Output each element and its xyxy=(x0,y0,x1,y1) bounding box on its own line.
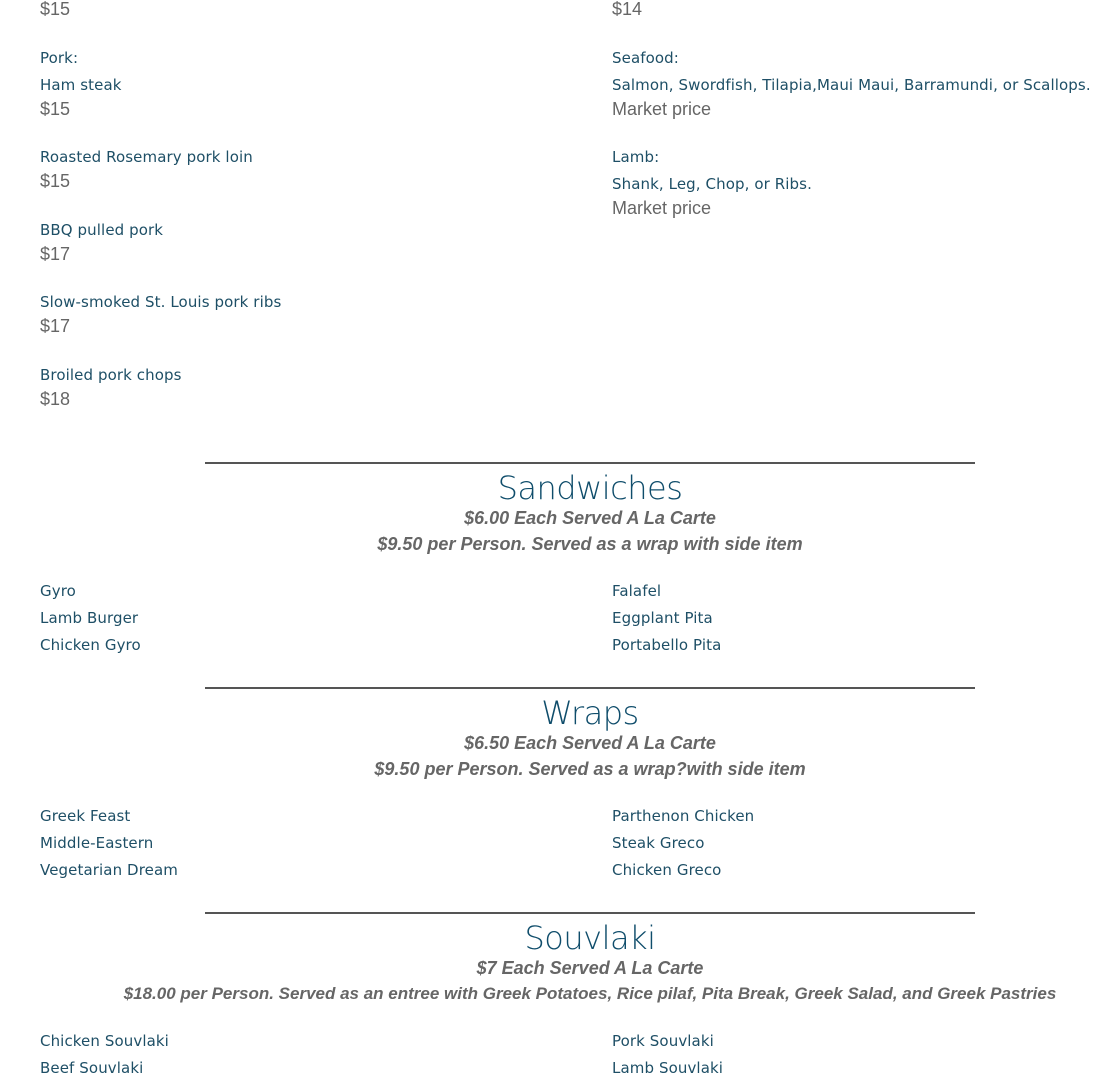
menu-item: Vegetarian Dream xyxy=(40,861,178,879)
price: $14 xyxy=(612,0,643,19)
section-subtitle: $18.00 per Person. Served as an entree with Greek Potatoes, Rice pilaf, Pita Break, Greek Salad, and Greek Pastries xyxy=(123,984,1057,1003)
menu-item: Portabello Pita xyxy=(612,636,722,654)
category-label-seafood: Seafood: xyxy=(612,49,679,67)
section-subtitle: $7 Each Served A La Carte xyxy=(476,958,704,978)
price: Market price xyxy=(612,99,712,119)
section-subtitle: $6.50 Each Served A La Carte xyxy=(464,733,716,753)
menu-item: Lamb Burger xyxy=(40,609,139,627)
section-title-souvlaki: Souvlaki xyxy=(524,919,656,957)
price: $18 xyxy=(40,389,71,409)
menu-item: Falafel xyxy=(612,582,662,600)
section-divider xyxy=(205,462,975,464)
menu-item: Beef Souvlaki xyxy=(40,1059,144,1077)
price: $17 xyxy=(40,316,71,336)
category-label-pork: Pork: xyxy=(40,49,79,67)
category-label-lamb: Lamb: xyxy=(612,148,660,166)
price: $17 xyxy=(40,244,71,264)
price: $15 xyxy=(40,171,71,191)
menu-item: Ham steak xyxy=(40,76,122,94)
menu-item: Greek Feast xyxy=(40,807,131,825)
menu-item: Roasted Rosemary pork loin xyxy=(40,148,253,166)
price: $15 xyxy=(40,99,71,119)
price: $15 xyxy=(40,0,71,19)
price: Market price xyxy=(612,198,712,218)
section-divider xyxy=(205,912,975,914)
menu-item: Salmon, Swordfish, Tilapia,Maui Maui, Barramundi, or Scallops. xyxy=(612,76,1091,94)
menu-item: Eggplant Pita xyxy=(612,609,713,627)
section-title-wraps: Wraps xyxy=(541,694,639,732)
menu-item: Pork Souvlaki xyxy=(612,1032,714,1050)
menu-item: Shank, Leg, Chop, or Ribs. xyxy=(612,175,812,193)
section-divider xyxy=(205,687,975,689)
menu-item: Lamb Souvlaki xyxy=(612,1059,724,1077)
menu-item: Chicken Greco xyxy=(612,861,722,879)
section-subtitle: $6.00 Each Served A La Carte xyxy=(464,508,716,528)
section-subtitle: $9.50 per Person. Served as a wrap with side item xyxy=(377,534,803,554)
menu-item: Middle-Eastern xyxy=(40,834,154,852)
menu-item: Chicken Souvlaki xyxy=(40,1032,169,1050)
section-title-sandwiches: Sandwiches xyxy=(497,469,683,507)
section-subtitle: $9.50 per Person. Served as a wrap?with side item xyxy=(374,759,806,779)
menu-item: BBQ pulled pork xyxy=(40,221,164,239)
menu-item: Gyro xyxy=(40,582,76,600)
menu-item: Parthenon Chicken xyxy=(612,807,755,825)
menu-item: Slow-smoked St. Louis pork ribs xyxy=(40,293,282,311)
menu-item: Chicken Gyro xyxy=(40,636,141,654)
menu-item: Steak Greco xyxy=(612,834,705,852)
menu-item: Broiled pork chops xyxy=(40,366,182,384)
